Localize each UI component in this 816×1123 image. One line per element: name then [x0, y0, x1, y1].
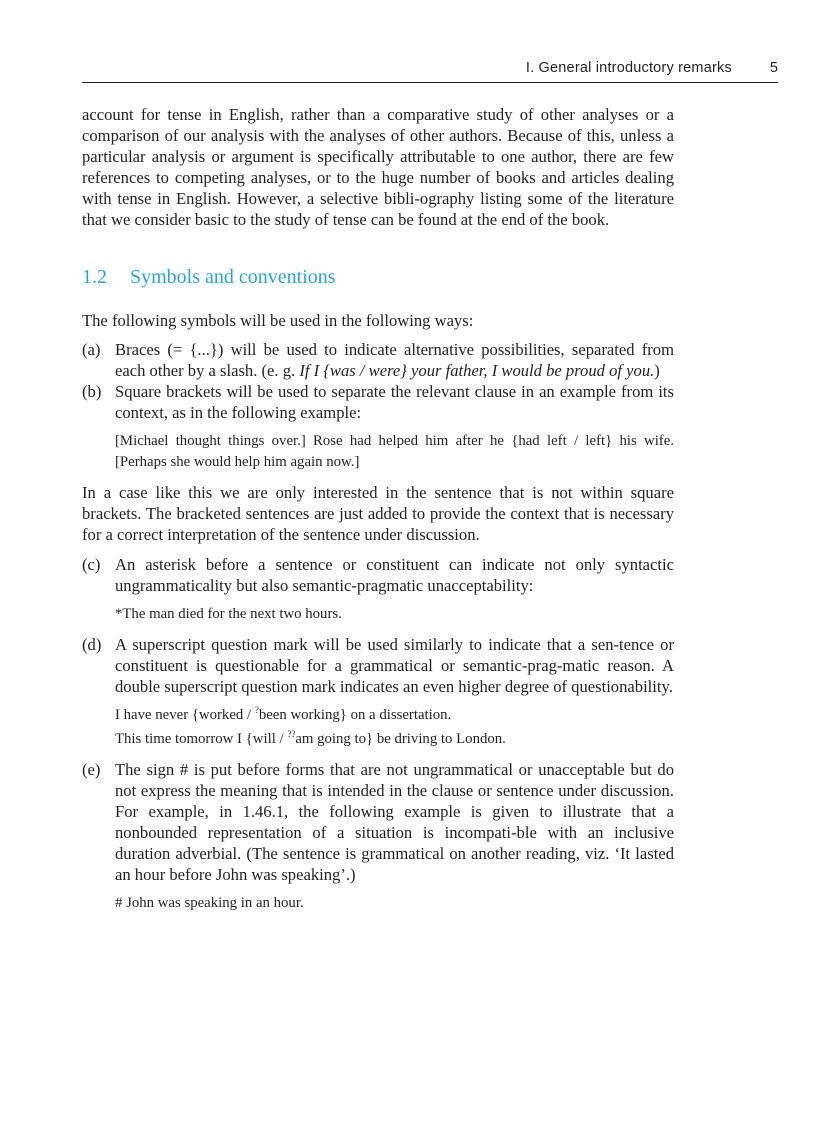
section-number: 1.2 [82, 266, 107, 288]
example-d-1-end: been working} on a dissertation. [258, 707, 452, 723]
double-question-mark-superscript: ?? [287, 729, 296, 739]
example-d-1-start: I have never {worked / [115, 707, 255, 723]
item-text: An asterisk before a sentence or constituent can indicate not only syntactic ungrammaticality but also semantic-pragmatic unacceptability: [115, 555, 674, 595]
item-marker: (c) [82, 555, 101, 574]
item-text: A superscript question mark will be used similarly to indicate that a sen-tence or constituent is questionable for a grammatical or semantic-prag-matic reason. A double superscript question mark indicates an even higher degree of questionability. [115, 635, 674, 696]
item-marker: (b) [82, 382, 102, 401]
example-b: [Michael thought things over.] Rose had helped him after he {had left / left} his wife. [Perhaps she would help him again now.] [115, 433, 674, 470]
page-body [82, 104, 674, 923]
item-marker: (d) [82, 635, 102, 654]
list-item-e [82, 759, 674, 885]
example-d-2 [115, 729, 674, 750]
item-a-text: Braces (= {...}) will be used to indicate alternative possibilities, separated from each other by a slash. (e. g. [115, 340, 674, 380]
intro-paragraph: account for tense in English, rather than a comparative study of other analyses or a comparison of our analysis with the analyses of other authors. Because of this, unless a particular analysis or argument is specifically attributable to one author, there are few references to competing analyses, or to the huge number of books and articles dealing with tense in English. However, a selective bibli-ography listing some of the literature that we consider basic to the study of tense can be found at the end of the book. [82, 105, 674, 229]
example-e: # John was speaking in an hour. [115, 895, 304, 911]
example-c: *The man died for the next two hours. [115, 606, 342, 622]
question-mark-superscript: ? [254, 705, 259, 715]
item-text [115, 339, 674, 381]
section-title: Symbols and conventions [130, 266, 336, 288]
item-text: The sign # is put before forms that are not ungrammatical or unacceptable but do not express the meaning that is intended in the clause or sentence under discussion. For example, in 1.46.1, the following example is given to illustrate that a nonbounded representation of a situation is incompati-ble with an inclusive duration adverbial. (The sentence is grammatical on another reading, viz. ‘It lasted an hour before John was speaking’.) [115, 760, 674, 884]
item-marker: (a) [82, 340, 101, 359]
section-heading [82, 264, 674, 290]
item-a-italic-example: If I {was / were} your father, I would be proud of you. [299, 361, 655, 380]
item-a-close-paren: ) [654, 361, 660, 380]
item-text: Square brackets will be used to separate the relevant clause in an example from its context, as in the following example: [115, 382, 674, 422]
list-item-c [82, 554, 674, 596]
example-d-1 [115, 705, 674, 726]
chapter-title: I. General introductory remarks [525, 60, 732, 76]
lead-paragraph: The following symbols will be used in the following ways: [82, 311, 474, 330]
running-head [82, 60, 778, 83]
example-d-2-end: am going to} be driving to London. [295, 731, 506, 747]
example-d-2-start: This time tomorrow I {will / [115, 731, 288, 747]
item-marker: (e) [82, 760, 101, 779]
list-item-d [82, 634, 674, 697]
explanation-paragraph: In a case like this we are only interested in the sentence that is not within square brackets. The bracketed sentences are just added to provide the context that is necessary for a correct interpretation of the sentence under discussion. [82, 483, 674, 544]
page-number: 5 [769, 60, 778, 76]
example-d [115, 705, 674, 750]
list-item-b [82, 381, 674, 423]
list-item-a [82, 339, 674, 381]
